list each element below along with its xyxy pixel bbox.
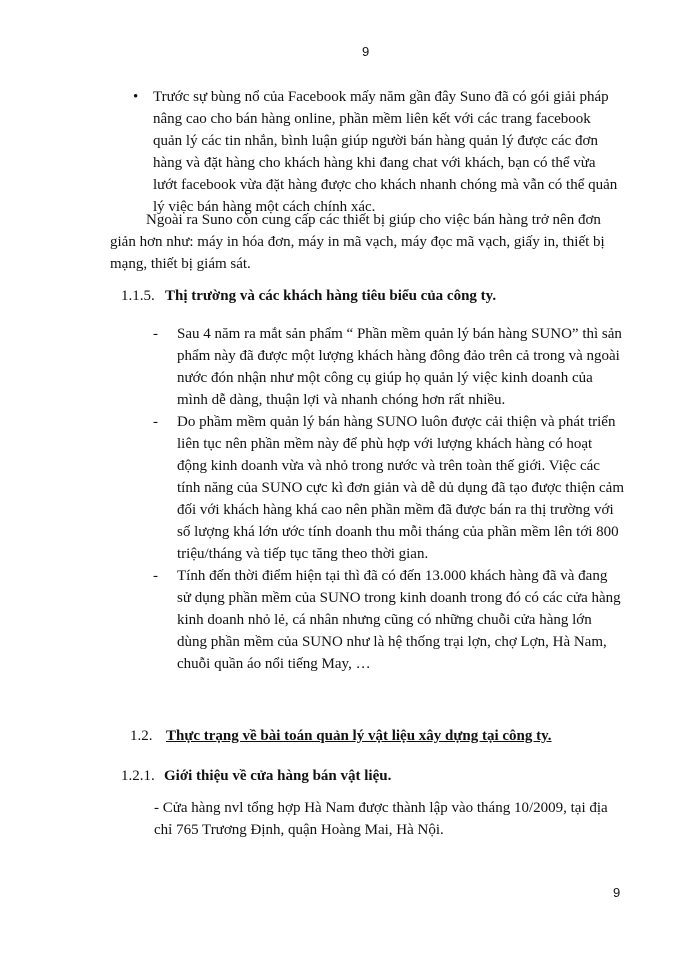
text-line: mình dễ dàng, thuận lợi và nhanh chóng hơn rất nhiều. [177, 392, 506, 408]
header-page-number: 9 [362, 44, 370, 59]
text-line: Ngoài ra Suno còn cung cấp các thiết bị giúp cho việc bán hàng trở nên đơn [146, 212, 601, 228]
dash-marker: - [153, 414, 158, 430]
section-121-title: Giới thiệu về cửa hàng bán vật liệu. [164, 768, 392, 784]
text-line: đối với khách hàng khá cao nên phần mềm đã được bán ra thị trường với [177, 502, 614, 518]
section-115-title: Thị trường và các khách hàng tiêu biểu của công ty. [165, 288, 497, 304]
text-line: kinh doanh nhỏ lẻ, cá nhân nhưng cũng có những chuỗi cửa hàng lớn [177, 612, 592, 628]
text-line: sử dụng phần mềm của SUNO trong kinh doanh trong đó có các cửa hàng [177, 590, 621, 606]
text-line: - Cửa hàng nvl tổng hợp Hà Nam được thành lập vào tháng 10/2009, tại địa [154, 800, 608, 816]
text-line: Do phầm mềm quản lý bán hàng SUNO luôn được cải thiện và phát triển [177, 414, 616, 430]
text-line: Tính đến thời điểm hiện tại thì đã có đến 13.000 khách hàng đã và đang [177, 568, 608, 584]
text-line: động kinh doanh vừa và nhỏ trong nước và trên toàn thế giới. Việc các [177, 458, 600, 474]
store-paragraph [154, 797, 608, 841]
text-line: triệu/tháng và tiếp tục tăng theo thời gian. [177, 546, 429, 562]
text-line: nước đón nhận như một công cụ giúp họ quản lý việc kinh doanh của [177, 370, 593, 386]
text-line: liên tục nên phần mềm này để phù hợp với lượng khách hàng có hoạt [177, 436, 593, 452]
text-line: hàng và đặt hàng cho khách hàng khi đang chat với khách, bạn có thể vừa [153, 155, 596, 171]
text-line: giản hơn như: máy in hóa đơn, máy in mã vạch, máy đọc mã vạch, giấy in, thiết bị [110, 234, 605, 250]
section-12-title: Thực trạng về bài toán quản lý vật liệu xây dựng tại công ty. [166, 728, 552, 744]
text-line: dùng phần mềm của SUNO như là hệ thống trại lợn, chợ Lợn, Hà Nam, [177, 634, 607, 650]
text-line: quản lý các tin nhắn, bình luận giúp người bán hàng quản lý được các đơn [153, 133, 598, 149]
text-line: Trước sự bùng nổ của Facebook mấy năm gần đây Suno đã có gói giải pháp [153, 89, 609, 105]
footer-page-number: 9 [613, 885, 621, 900]
section-121-number: 1.2.1. [121, 768, 155, 784]
text-line: mạng, thiết bị giám sát. [110, 256, 251, 272]
extra-paragraph [110, 209, 605, 275]
section-115-number: 1.1.5. [121, 288, 155, 304]
bullet-paragraph [153, 86, 617, 218]
text-line: lướt facebook vừa đặt hàng được cho khách nhanh chóng mà vẫn có thể quản [153, 177, 618, 193]
dash-item [177, 411, 624, 565]
text-line: số lượng khá lớn ước tính doanh thu mỗi tháng của phần mềm lên tới 800 [177, 524, 619, 540]
text-line: chỉ 765 Trương Định, quận Hoàng Mai, Hà Nội. [154, 822, 444, 838]
dash-item [177, 323, 622, 411]
dash-marker: - [153, 326, 158, 342]
section-12-number: 1.2. [130, 728, 153, 744]
dash-marker: - [153, 568, 158, 584]
text-line: chuỗi quần áo nổi tiếng May, … [177, 656, 371, 672]
text-line: tính năng của SUNO cực kì đơn giản và dễ dủ dụng đã tạo được thiện cảm [177, 480, 625, 496]
bullet-marker: • [133, 89, 139, 105]
text-line: Sau 4 năm ra mắt sản phẩm “ Phần mềm quản lý bán hàng SUNO” thì sản [177, 326, 622, 342]
dash-item [177, 565, 621, 675]
text-line: lý việc bán hàng một cách chính xác. [153, 199, 376, 215]
text-line: nâng cao cho bán hàng online, phần mềm liên kết với các trang facebook [153, 111, 591, 127]
text-line: phẩm này đã được một lượng khách hàng đông đảo trên cả trong và ngoài [177, 348, 620, 364]
